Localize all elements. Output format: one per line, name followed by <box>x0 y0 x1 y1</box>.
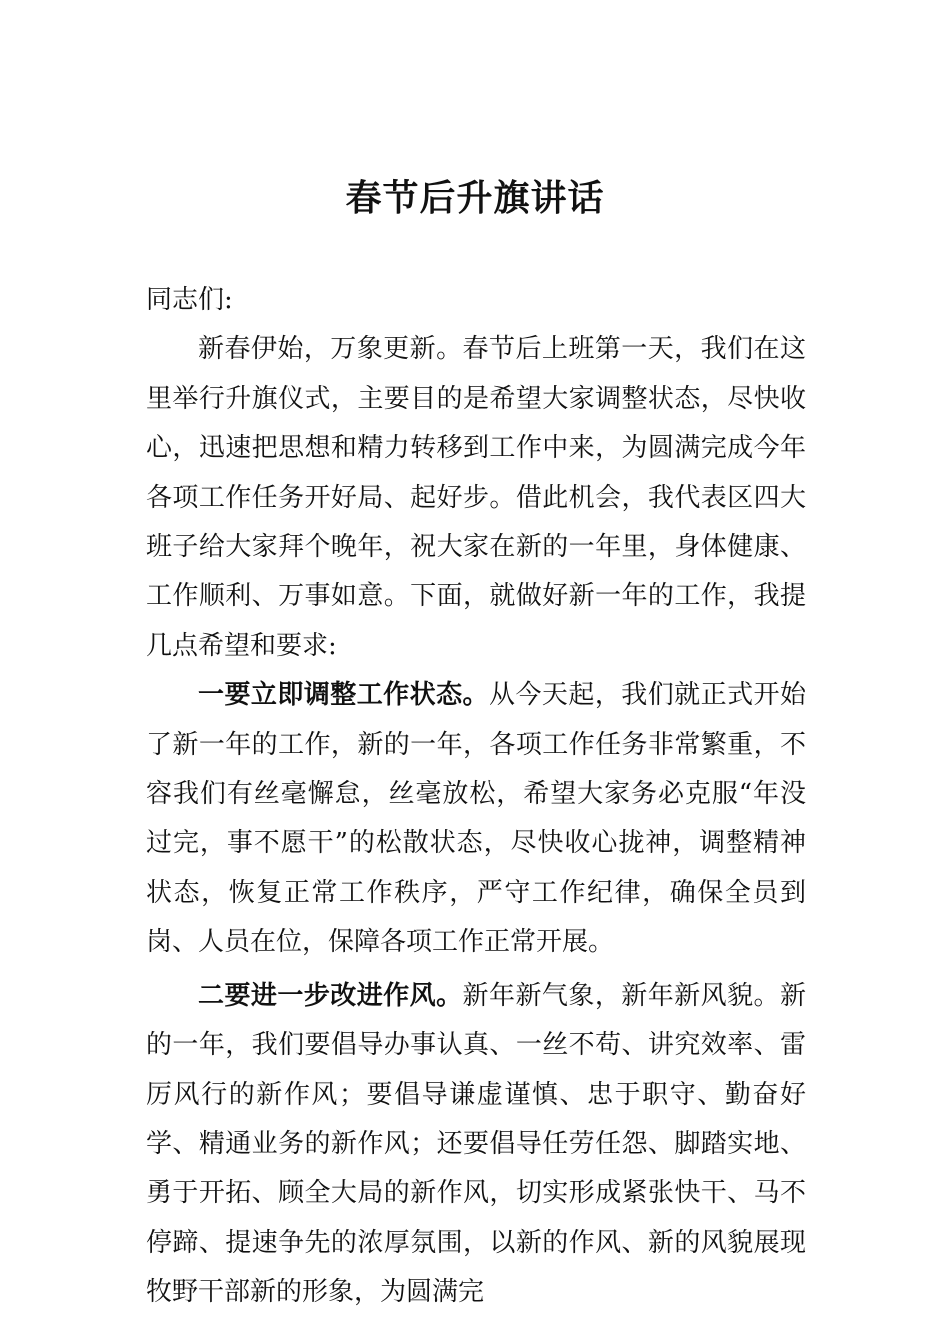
paragraph-lead: 一要立即调整工作状态。 <box>198 680 489 711</box>
document-title: 春节后升旗讲话 <box>345 177 605 219</box>
salutation: 同志们: <box>146 285 233 315</box>
paragraph-text: 新年新气象，新年新风貌。新的一年，我们要倡导办事认真、一丝不苟、讲究效率、雷厉风行的新作风；要倡导谦虚谨慎、忠于职守、勤奋好学、精通业务的新作风；还要倡导任劳任怨、脚踏实地、勇于开拓、顾全大局的新作风，切实形成紧张快干、马不停蹄、提速争先的浓厚氛围，以新的作风、新的风貌展现牧野干部新的形象，为圆满完 <box>146 980 806 1308</box>
paragraph-point-two <box>146 972 806 1318</box>
document-body <box>146 276 806 1318</box>
paragraph-opening <box>146 325 806 671</box>
paragraph-text: 从今天起，我们就正式开始了新一年的工作，新的一年，各项工作任务非常繁重，不容我们有丝毫懈怠，丝毫放松，希望大家务必克服“年没过完，事不愿干”的松散状态，尽快收心拢神，调整精神状态，恢复正常工作秩序，严守工作纪律，确保全员到岗、人员在位，保障各项工作正常开展。 <box>146 680 806 958</box>
paragraph-point-one <box>146 671 806 967</box>
paragraph-lead: 二要进一步改进作风。 <box>198 980 463 1011</box>
paragraph-text: 新春伊始，万象更新。春节后上班第一天，我们在这里举行升旗仪式，主要目的是希望大家调整状态，尽快收心，迅速把思想和精力转移到工作中来，为圆满完成今年各项工作任务开好局、起好步。借此机会，我代表区四大班子给大家拜个晚年，祝大家在新的一年里，身体健康、工作顺利、万事如意。下面，就做好新一年的工作，我提几点希望和要求: <box>146 334 806 661</box>
